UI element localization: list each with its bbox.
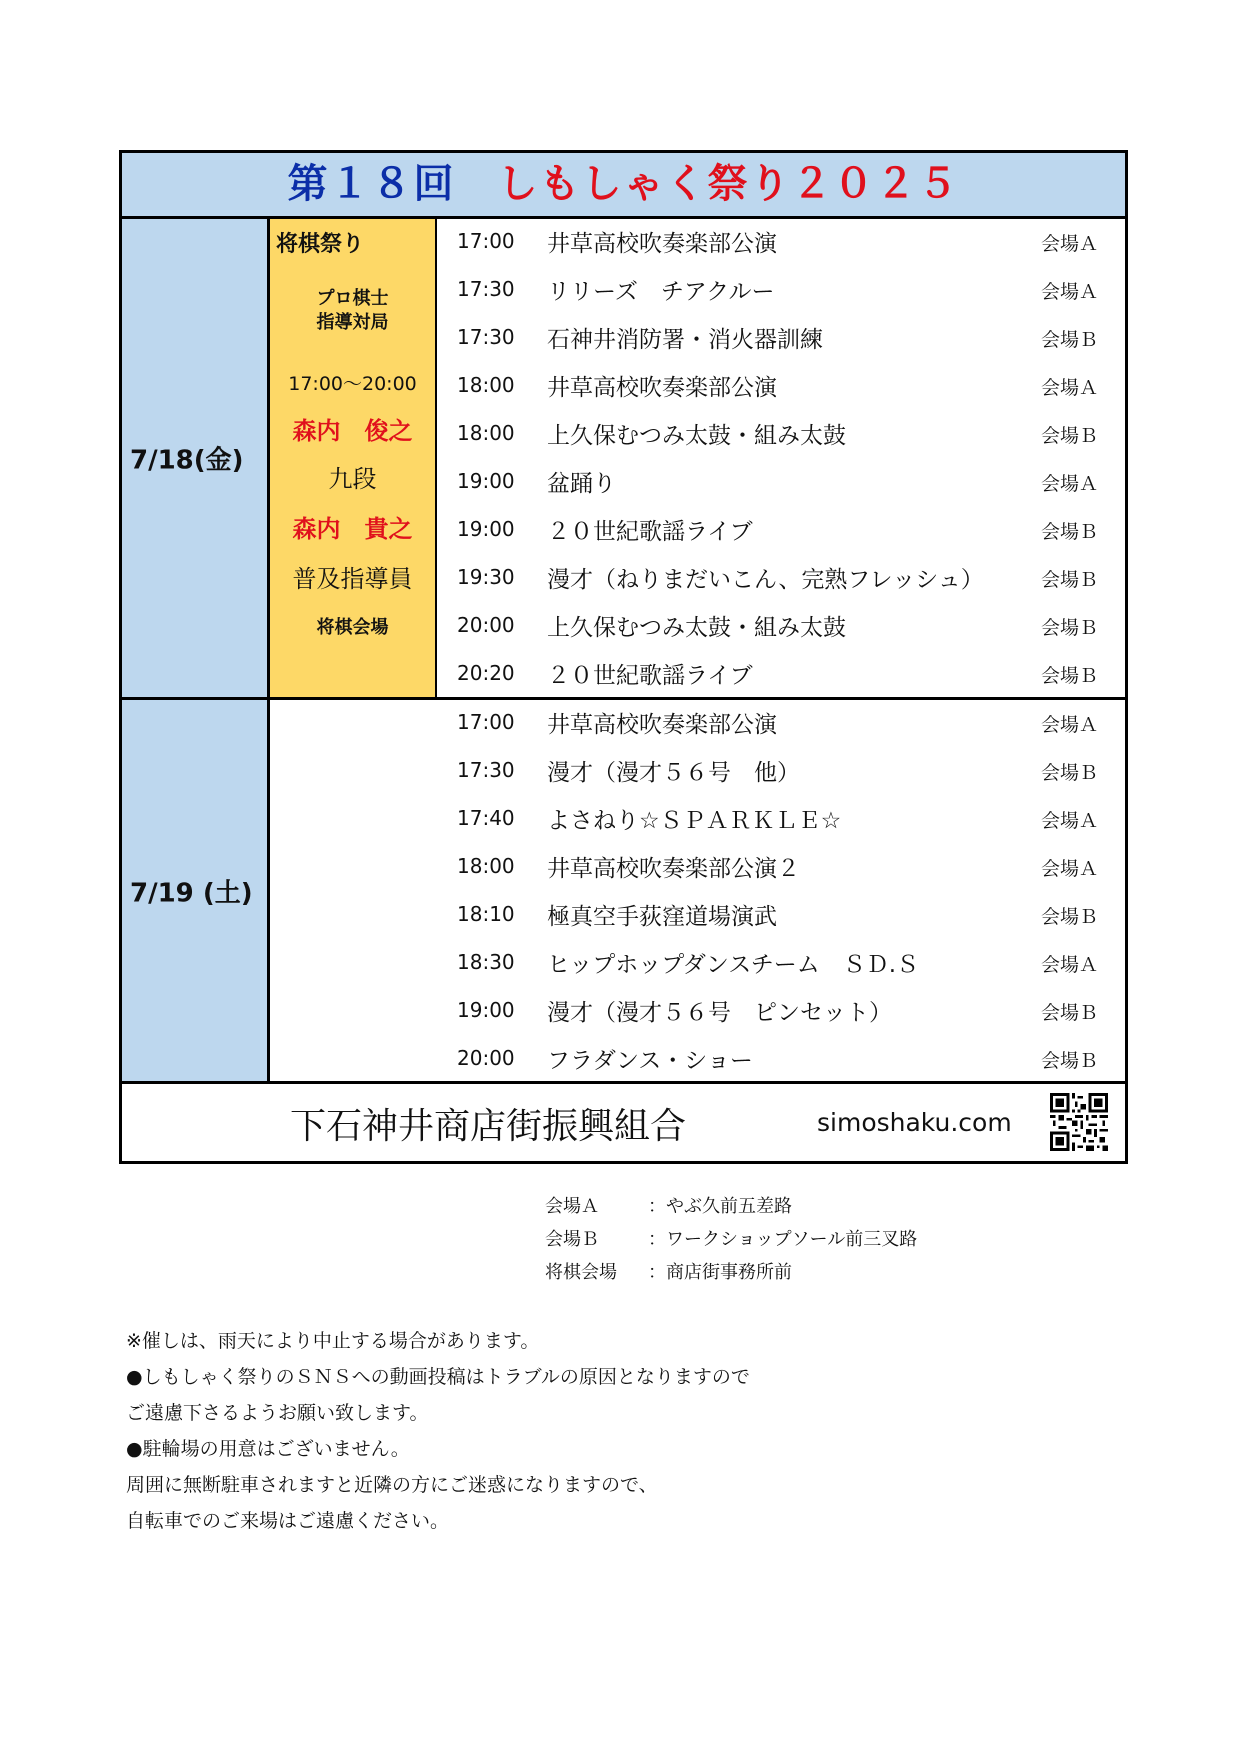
event-name: ２０世紀歌謡ライブ [547, 519, 753, 545]
qr-code-icon[interactable] [1050, 1093, 1108, 1151]
legend-value: ：やぶ久前五差路 [648, 1196, 792, 1217]
event-row [437, 555, 1125, 603]
website-link[interactable]: simoshaku.com [817, 1108, 1012, 1137]
event-row [437, 796, 1125, 844]
event-row [437, 651, 1125, 699]
event-name: 盆踊り [547, 471, 616, 497]
event-row [437, 411, 1125, 459]
event-name: 井草高校吹奏楽部公演２ [547, 856, 800, 882]
event-row [437, 940, 1125, 988]
organizer-footer [122, 1084, 1125, 1161]
event-name: 極真空手荻窪道場演武 [547, 904, 777, 930]
event-venue: 会場Ｂ [1041, 1050, 1099, 1072]
event-row [437, 892, 1125, 940]
event-name: 井草高校吹奏楽部公演 [547, 231, 777, 257]
date-cell [122, 219, 270, 697]
title-prefix: 第１８回 [287, 161, 456, 207]
notes-block [126, 1323, 750, 1539]
event-name: フラダンス・ショー [547, 1048, 753, 1074]
shogi-player-name: 森内 俊之 [292, 417, 413, 445]
event-venue: 会場Ｂ [1041, 617, 1099, 639]
empty-cell [270, 700, 437, 1081]
event-venue: 会場Ａ [1041, 858, 1099, 880]
event-venue: 会場Ｂ [1041, 329, 1099, 351]
shogi-player-name: 森内 貴之 [292, 515, 413, 543]
event-time: 17:30 [457, 758, 515, 782]
event-venue: 会場Ｂ [1041, 762, 1099, 784]
event-name: リリーズ チアクルー [547, 279, 775, 305]
date-cell [122, 700, 270, 1081]
event-list [437, 219, 1125, 697]
event-time: 20:20 [457, 661, 515, 685]
event-time: 19:00 [457, 469, 515, 493]
event-name: ヒップホップダンスチーム ＳＤ.Ｓ [547, 952, 920, 978]
event-time: 20:00 [457, 1046, 515, 1070]
event-venue: 会場Ｂ [1041, 425, 1099, 447]
event-row [437, 748, 1125, 796]
shogi-time: 17:00～20:00 [288, 373, 417, 395]
event-list [437, 700, 1125, 1081]
event-venue: 会場Ａ [1041, 233, 1099, 255]
note-line: 周囲に無断駐車されますと近隣の方にご迷惑になりますので、 [126, 1474, 658, 1496]
event-name: ２０世紀歌謡ライブ [547, 663, 753, 689]
event-time: 18:10 [457, 902, 515, 926]
event-time: 18:00 [457, 421, 515, 445]
note-line: ●駐輪場の用意はございません。 [126, 1438, 410, 1460]
event-time: 17:00 [457, 229, 515, 253]
day-section-2 [122, 700, 1125, 1084]
title-main: しもしゃく祭り２０２５ [497, 161, 960, 207]
event-venue: 会場Ｂ [1041, 665, 1099, 687]
date-label: 7/19 (土) [130, 878, 253, 908]
event-row [437, 507, 1125, 555]
event-name: 漫才（漫才５６号 ピンセット） [547, 1000, 892, 1026]
event-row [437, 219, 1125, 267]
event-venue: 会場Ａ [1041, 377, 1099, 399]
event-venue: 会場Ｂ [1041, 906, 1099, 928]
event-name: 漫才（ねりまだいこん、完熟フレッシュ） [547, 567, 984, 593]
event-time: 19:00 [457, 517, 515, 541]
event-time: 17:30 [457, 277, 515, 301]
organizer-name: 下石神井商店街振興組合 [290, 1106, 687, 1147]
event-time: 18:00 [457, 373, 515, 397]
event-row [437, 844, 1125, 892]
event-time: 17:30 [457, 325, 515, 349]
event-name: よさねり☆ＳＰＡＲＫＬＥ☆ [547, 808, 842, 834]
shogi-venue: 将棋会場 [316, 617, 389, 638]
event-name: 上久保むつみ太鼓・組み太鼓 [547, 423, 846, 449]
event-name: 井草高校吹奏楽部公演 [547, 375, 777, 401]
schedule-table [119, 150, 1128, 1164]
legend-row [545, 1223, 917, 1256]
event-venue: 会場Ａ [1041, 954, 1099, 976]
event-name: 井草高校吹奏楽部公演 [547, 712, 777, 738]
event-row [437, 315, 1125, 363]
event-venue: 会場Ａ [1041, 810, 1099, 832]
legend-value: ：商店街事務所前 [648, 1262, 792, 1283]
event-name: 石神井消防署・消火器訓練 [547, 327, 823, 353]
legend-value: ：ワークショップソール前三叉路 [648, 1229, 918, 1250]
event-time: 18:30 [457, 950, 515, 974]
shogi-info-cell [270, 219, 437, 697]
note-line: 自転車でのご来場はご遠慮ください。 [126, 1510, 450, 1532]
event-row [437, 700, 1125, 748]
note-line: ご遠慮下さるようお願い致します。 [126, 1402, 429, 1424]
event-row [437, 459, 1125, 507]
event-name: 漫才（漫才５６号 他） [547, 760, 800, 786]
event-row [437, 267, 1125, 315]
legend-row [545, 1256, 917, 1289]
event-name: 上久保むつみ太鼓・組み太鼓 [547, 615, 846, 641]
event-venue: 会場Ａ [1041, 714, 1099, 736]
note-line: ※催しは、雨天により中止する場合があります。 [126, 1330, 540, 1352]
event-venue: 会場Ｂ [1041, 521, 1099, 543]
legend-row [545, 1190, 917, 1223]
day-section-1 [122, 219, 1125, 700]
shogi-player-rank: 九段 [328, 465, 377, 493]
event-row [437, 988, 1125, 1036]
date-label: 7/18(金) [130, 445, 244, 476]
shogi-program: プロ棋士 指導対局 [316, 288, 389, 333]
event-row [437, 1036, 1125, 1084]
event-venue: 会場Ａ [1041, 473, 1099, 495]
note-line: ●しもしゃく祭りのＳＮＳへの動画投稿はトラブルの原因となりますので [126, 1366, 750, 1388]
venue-legend [545, 1190, 917, 1289]
event-row [437, 603, 1125, 651]
event-row [437, 363, 1125, 411]
event-time: 17:00 [457, 710, 515, 734]
event-time: 20:00 [457, 613, 515, 637]
event-venue: 会場Ａ [1041, 281, 1099, 303]
event-venue: 会場Ｂ [1041, 569, 1099, 591]
legend-key: 会場Ｂ [545, 1229, 599, 1250]
event-time: 18:00 [457, 854, 515, 878]
event-time: 17:40 [457, 806, 515, 830]
shogi-player-rank: 普及指導員 [292, 565, 413, 593]
legend-key: 会場Ａ [545, 1196, 599, 1217]
event-time: 19:30 [457, 565, 515, 589]
legend-key: 将棋会場 [545, 1262, 617, 1283]
event-venue: 会場Ｂ [1041, 1002, 1099, 1024]
shogi-title: 将棋祭り [276, 232, 365, 257]
page-title [122, 153, 1125, 219]
event-time: 19:00 [457, 998, 515, 1022]
